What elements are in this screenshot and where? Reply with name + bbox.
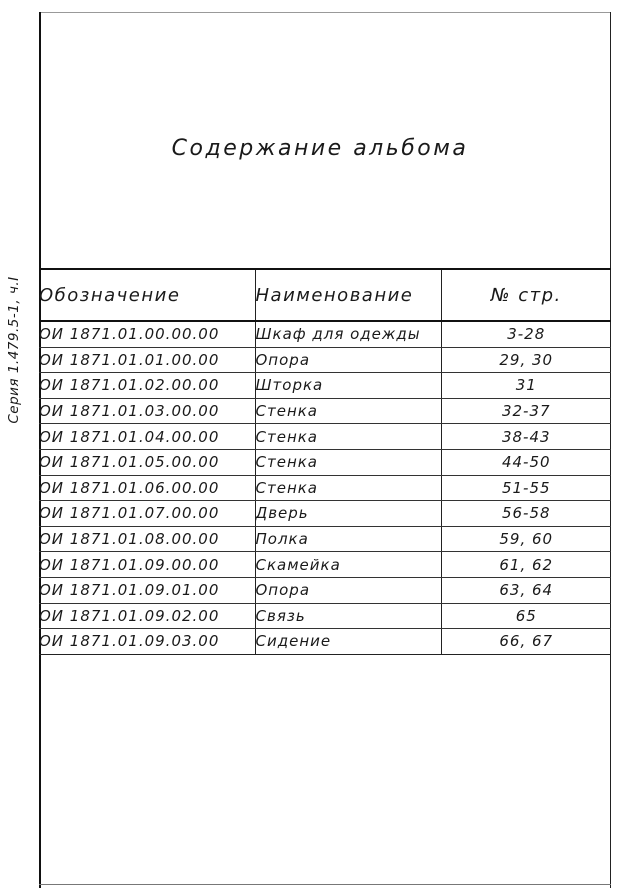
row-pages: 65 — [441, 603, 611, 629]
row-pages: 63, 64 — [441, 577, 611, 603]
row-pages: 44-50 — [441, 449, 611, 475]
row-name: Сидение — [255, 629, 441, 655]
row-designation: ОИ 1871.01.09.00.00 — [39, 552, 255, 578]
header-name: Наименование — [255, 269, 441, 321]
album-title: Содержание альбома — [171, 136, 469, 161]
table-row — [39, 526, 611, 552]
sheet-bottom-edge — [39, 884, 611, 885]
row-pages: 29, 30 — [441, 347, 611, 373]
table-row — [39, 373, 611, 399]
table-row — [39, 424, 611, 450]
row-designation: ОИ 1871.01.01.00.00 — [39, 347, 255, 373]
series-side-label-text: Серия 1.479.5-1, ч.I — [6, 276, 22, 424]
contents-table — [39, 268, 611, 655]
row-name: Связь — [255, 603, 441, 629]
table-row — [39, 629, 611, 655]
row-name: Стенка — [255, 449, 441, 475]
row-pages: 61, 62 — [441, 552, 611, 578]
row-name: Скамейка — [255, 552, 441, 578]
row-name: Опора — [255, 577, 441, 603]
row-designation: ОИ 1871.01.09.03.00 — [39, 629, 255, 655]
row-designation: ОИ 1871.01.09.01.00 — [39, 577, 255, 603]
row-pages: 56-58 — [441, 501, 611, 527]
row-pages: 59, 60 — [441, 526, 611, 552]
row-name: Дверь — [255, 501, 441, 527]
row-designation: ОИ 1871.01.02.00.00 — [39, 373, 255, 399]
row-name: Стенка — [255, 398, 441, 424]
row-designation: ОИ 1871.01.03.00.00 — [39, 398, 255, 424]
table-row — [39, 577, 611, 603]
table-row — [39, 449, 611, 475]
row-name: Стенка — [255, 424, 441, 450]
table-row — [39, 603, 611, 629]
table-header-row — [39, 269, 611, 321]
row-designation: ОИ 1871.01.05.00.00 — [39, 449, 255, 475]
header-pages: № стр. — [441, 269, 611, 321]
table-row — [39, 552, 611, 578]
row-designation: ОИ 1871.01.00.00.00 — [39, 321, 255, 347]
table-row — [39, 501, 611, 527]
table-row — [39, 398, 611, 424]
row-designation: ОИ 1871.01.07.00.00 — [39, 501, 255, 527]
row-pages: 3-28 — [441, 321, 611, 347]
row-pages: 66, 67 — [441, 629, 611, 655]
header-designation: Обозначение — [39, 269, 255, 321]
row-designation: ОИ 1871.01.04.00.00 — [39, 424, 255, 450]
row-pages: 51-55 — [441, 475, 611, 501]
table-row — [39, 347, 611, 373]
row-designation: ОИ 1871.01.09.02.00 — [39, 603, 255, 629]
row-pages: 38-43 — [441, 424, 611, 450]
row-name: Опора — [255, 347, 441, 373]
row-name: Шторка — [255, 373, 441, 399]
row-name: Стенка — [255, 475, 441, 501]
row-name: Полка — [255, 526, 441, 552]
row-designation: ОИ 1871.01.06.00.00 — [39, 475, 255, 501]
table-row — [39, 475, 611, 501]
row-pages: 31 — [441, 373, 611, 399]
row-designation: ОИ 1871.01.08.00.00 — [39, 526, 255, 552]
table-row — [39, 321, 611, 347]
row-name: Шкаф для одежды — [255, 321, 441, 347]
row-pages: 32-37 — [441, 398, 611, 424]
